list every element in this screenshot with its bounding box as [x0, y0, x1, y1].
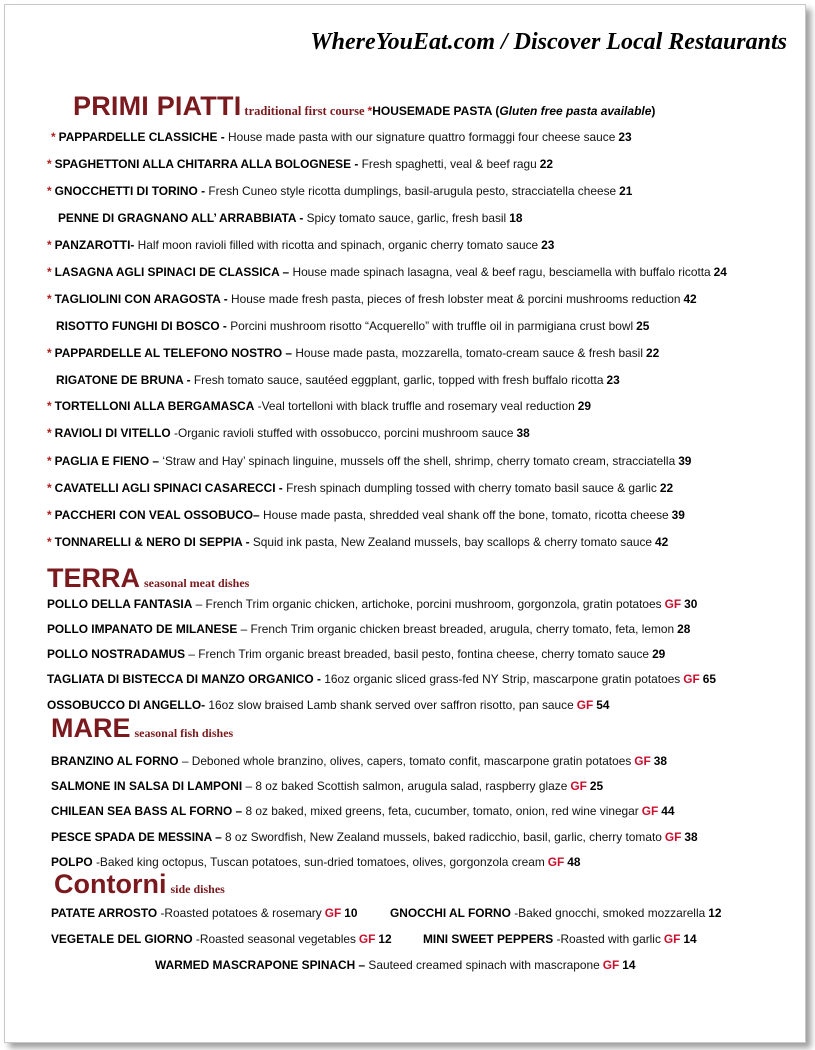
- item-price: 39: [678, 454, 692, 468]
- item-description: 16oz organic sliced grass-fed NY Strip, mascarpone gratin potatoes: [324, 672, 681, 686]
- contorni-item: [155, 958, 636, 972]
- item-name: PACCHERI CON VEAL OSSOBUCO–: [54, 508, 260, 522]
- item-description: -Roasted with garlic: [556, 932, 661, 946]
- item-name: POLLO NOSTRADAMUS: [47, 647, 186, 661]
- item-price: 28: [677, 622, 691, 636]
- item-price: 48: [567, 855, 581, 869]
- primi-item: [47, 346, 659, 360]
- item-price: 39: [671, 508, 685, 522]
- item-description: Fresh Cuneo style ricotta dumplings, basil-arugula pesto, stracciatella cheese: [208, 184, 617, 198]
- item-name: CAVATELLI AGLI SPINACI CASARECCI -: [54, 481, 283, 495]
- item-name: PATATE ARROSTO: [51, 906, 158, 920]
- gluten-free-badge: GF: [602, 958, 620, 972]
- primi-item: [47, 535, 668, 549]
- item-name: GNOCCHETTI DI TORINO -: [54, 184, 206, 198]
- mare-heading: [51, 713, 233, 744]
- item-price: 29: [652, 647, 666, 661]
- terra-item: [47, 672, 716, 686]
- item-description: Fresh spinach dumpling tossed with cherry tomato basil sauce & garlic: [286, 481, 657, 495]
- item-star: *: [47, 481, 52, 495]
- gluten-free-badge: GF: [570, 779, 587, 793]
- item-star: *: [47, 399, 52, 413]
- gluten-note: Gluten free pasta available: [499, 104, 652, 118]
- item-name: POLLO DELLA FANTASIA: [47, 597, 193, 611]
- contorni-title: Contorni: [54, 869, 167, 899]
- item-description: – Deboned whole branzino, olives, capers, tomato confit, mascarpone gratin potatoes: [181, 754, 632, 768]
- item-price: 22: [645, 346, 660, 360]
- item-star: *: [47, 508, 52, 522]
- item-price: 25: [589, 779, 604, 793]
- item-name: RIGATONE DE BRUNA -: [56, 373, 191, 387]
- item-name: PAPPARDELLE CLASSICHE -: [58, 130, 225, 144]
- item-description: -Roasted seasonal vegetables: [195, 932, 356, 946]
- terra-item: [47, 597, 697, 611]
- gluten-free-badge: GF: [576, 698, 594, 712]
- mare-item: [51, 779, 603, 793]
- item-star: *: [47, 426, 52, 440]
- item-price: 23: [618, 130, 632, 144]
- item-name: PAPPARDELLE AL TELEFONO NOSTRO –: [54, 346, 293, 360]
- item-price: 22: [659, 481, 674, 495]
- gluten-free-badge: GF: [663, 932, 681, 946]
- mare-item: [51, 830, 698, 844]
- item-name: OSSOBUCCO DI ANGELLO-: [47, 698, 206, 712]
- primi-item: [47, 454, 691, 468]
- item-price: 12: [378, 932, 392, 946]
- item-name: SPAGHETTONI ALLA CHITARRA ALLA BOLOGNESE -: [54, 157, 359, 171]
- item-description: Squid ink pasta, New Zealand mussels, bay scallops & cherry tomato sauce: [252, 535, 653, 549]
- primi-subtitle: traditional first course: [244, 104, 365, 118]
- item-name: RAVIOLI DI VITELLO: [54, 426, 171, 440]
- primi-item: [58, 211, 522, 225]
- terra-item: [47, 647, 665, 661]
- item-price: 42: [655, 535, 669, 549]
- item-name: SALMONE IN SALSA DI LAMPONI: [51, 779, 243, 793]
- item-description: -Organic ravioli stuffed with ossobucco, porcini mushroom sauce: [174, 426, 514, 440]
- item-description: House made spinach lasagna, veal & beef ragu, besciamella with buffalo ricotta: [292, 265, 711, 279]
- item-name: CHILEAN SEA BASS AL FORNO –: [51, 804, 243, 818]
- contorni-item: [51, 932, 392, 946]
- item-description: -Roasted potatoes & rosemary: [160, 906, 322, 920]
- item-name: TONNARELLI & NERO DI SEPPIA -: [54, 535, 250, 549]
- paren-open: (: [495, 104, 500, 118]
- primi-housemade: HOUSEMADE PASTA: [372, 104, 492, 118]
- terra-subtitle: seasonal meat dishes: [144, 576, 250, 590]
- item-name: TAGLIATA DI BISTECCA DI MANZO ORGANICO -: [47, 672, 321, 686]
- item-name: PAGLIA E FIENO –: [54, 454, 160, 468]
- item-description: -Veal tortelloni with black truffle and rosemary veal reduction: [257, 399, 575, 413]
- primi-star: *: [367, 104, 373, 118]
- primi-item: [56, 319, 649, 333]
- item-name: RISOTTO FUNGHI DI BOSCO -: [56, 319, 227, 333]
- item-description: 8 oz Swordfish, New Zealand mussels, baked radicchio, basil, garlic, cherry tomato: [225, 830, 662, 844]
- item-name: LASAGNA AGLI SPINACI DE CLASSICA –: [54, 265, 290, 279]
- mare-item: [51, 754, 667, 768]
- primi-heading: [73, 91, 655, 122]
- gluten-free-badge: GF: [634, 754, 651, 768]
- item-description: 8 oz baked, mixed greens, feta, cucumber, tomato, onion, red wine vinegar: [245, 804, 639, 818]
- gluten-free-badge: GF: [664, 597, 682, 611]
- item-name: MINI SWEET PEPPERS: [423, 932, 554, 946]
- paren-close: ): [651, 104, 656, 118]
- terra-title: TERRA: [47, 563, 140, 593]
- item-name: POLPO: [51, 855, 93, 869]
- item-description: Fresh spaghetti, veal & beef ragu: [361, 157, 537, 171]
- item-price: 12: [708, 906, 722, 920]
- item-price: 29: [577, 399, 591, 413]
- contorni-subtitle: side dishes: [170, 882, 225, 896]
- item-description: -Baked gnocchi, smoked mozzarella: [514, 906, 706, 920]
- gluten-free-badge: GF: [547, 855, 565, 869]
- item-star: *: [47, 346, 52, 360]
- contorni-heading: [54, 869, 225, 900]
- terra-item: [47, 622, 690, 636]
- item-star: *: [47, 157, 52, 171]
- item-description: – French Trim organic chicken, artichoke, porcini mushroom, gorgonzola, gratin potatoes: [195, 597, 662, 611]
- item-description: Half moon ravioli filled with ricotta and spinach, organic cherry tomato sauce: [137, 238, 539, 252]
- mare-item: [51, 855, 580, 869]
- item-price: 24: [713, 265, 727, 279]
- mare-subtitle: seasonal fish dishes: [134, 726, 234, 740]
- item-price: 65: [702, 672, 716, 686]
- primi-item: [56, 373, 620, 387]
- item-star: *: [47, 292, 52, 306]
- item-description: House made pasta with our signature quattro formaggi four cheese sauce: [228, 130, 616, 144]
- primi-item: [47, 265, 727, 279]
- item-star: *: [47, 265, 52, 279]
- item-description: – French Trim organic breast breaded, basil pesto, fontina cheese, cherry tomato sauce: [188, 647, 650, 661]
- item-price: 21: [619, 184, 633, 198]
- terra-item: [47, 698, 609, 712]
- item-name: GNOCCHI AL FORNO: [390, 906, 511, 920]
- item-description: Spicy tomato sauce, garlic, fresh basil: [306, 211, 507, 225]
- item-description: – French Trim organic chicken breast breaded, arugula, cherry tomato, feta, lemon: [240, 622, 675, 636]
- item-price: 38: [684, 830, 698, 844]
- item-description: -Baked king octopus, Tuscan potatoes, sun-dried tomatoes, olives, gorgonzola cream: [95, 855, 545, 869]
- item-price: 10: [344, 906, 358, 920]
- contorni-item: [423, 932, 697, 946]
- item-price: 18: [509, 211, 523, 225]
- item-name: PANZAROTTI-: [54, 238, 135, 252]
- contorni-item: [390, 906, 721, 920]
- item-price: 23: [606, 373, 620, 387]
- item-price: 54: [596, 698, 610, 712]
- item-description: House made pasta, mozzarella, tomato-cream sauce & fresh basil: [295, 346, 643, 360]
- gluten-free-badge: GF: [664, 830, 682, 844]
- item-name: BRANZINO AL FORNO: [51, 754, 179, 768]
- item-price: 38: [516, 426, 530, 440]
- terra-heading: [47, 563, 249, 594]
- mare-title: MARE: [51, 713, 131, 743]
- item-description: House made pasta, shredded veal shank off the bone, tomato, ricotta cheese: [263, 508, 669, 522]
- item-description: ‘Straw and Hay’ spinach linguine, mussels off the shell, shrimp, cherry tomato cream, stracciatella: [162, 454, 676, 468]
- item-description: House made fresh pasta, pieces of fresh lobster meat & porcini mushrooms reduction: [231, 292, 681, 306]
- primi-item: [47, 508, 685, 522]
- gluten-free-badge: GF: [324, 906, 342, 920]
- item-name: WARMED MASCRAPONE SPINACH –: [155, 958, 366, 972]
- item-name: PESCE SPADA DE MESSINA –: [51, 830, 222, 844]
- item-name: PENNE DI GRAGNANO ALL’ ARRABBIATA -: [58, 211, 304, 225]
- mare-item: [51, 804, 675, 818]
- primi-item: [47, 399, 591, 413]
- item-star: *: [51, 130, 56, 144]
- primi-item: [47, 426, 530, 440]
- item-star: *: [47, 535, 52, 549]
- item-name: VEGETALE DEL GIORNO: [51, 932, 193, 946]
- item-description: – 8 oz baked Scottish salmon, arugula salad, raspberry glaze: [245, 779, 568, 793]
- primi-item: [51, 130, 632, 144]
- item-name: TAGLIOLINI CON ARAGOSTA -: [54, 292, 228, 306]
- item-price: 44: [661, 804, 675, 818]
- primi-item: [47, 481, 673, 495]
- item-price: 38: [653, 754, 668, 768]
- item-price: 25: [636, 319, 650, 333]
- contorni-item: [51, 906, 357, 920]
- item-description: Porcini mushroom risotto “Acquerello” with truffle oil in parmigiana crust bowl: [230, 319, 634, 333]
- primi-title: PRIMI PIATTI: [73, 91, 242, 121]
- item-star: *: [47, 184, 52, 198]
- primi-item: [47, 157, 553, 171]
- item-description: Sauteed creamed spinach with mascrapone: [368, 958, 600, 972]
- primi-item: [47, 292, 697, 306]
- item-description: 16oz slow braised Lamb shank served over saffron risotto, pan sauce: [208, 698, 574, 712]
- primi-item: [47, 238, 554, 252]
- item-name: TORTELLONI ALLA BERGAMASCA: [54, 399, 255, 413]
- item-price: 30: [684, 597, 698, 611]
- item-price: 14: [622, 958, 636, 972]
- menu-page: [4, 4, 806, 1043]
- gluten-free-badge: GF: [641, 804, 659, 818]
- item-star: *: [47, 238, 52, 252]
- item-star: *: [47, 454, 52, 468]
- item-price: 23: [541, 238, 555, 252]
- item-price: 22: [539, 157, 553, 171]
- gluten-free-badge: GF: [358, 932, 376, 946]
- site-header: WhereYouEat.com / Discover Local Restaurants: [310, 29, 787, 55]
- item-description: Fresh tomato sauce, sautéed eggplant, garlic, topped with fresh buffalo ricotta: [193, 373, 604, 387]
- item-price: 42: [683, 292, 697, 306]
- primi-item: [47, 184, 632, 198]
- item-price: 14: [683, 932, 697, 946]
- gluten-free-badge: GF: [683, 672, 700, 686]
- primi-housemade-note: [368, 104, 656, 118]
- item-name: POLLO IMPANATO DE MILANESE: [47, 622, 238, 636]
